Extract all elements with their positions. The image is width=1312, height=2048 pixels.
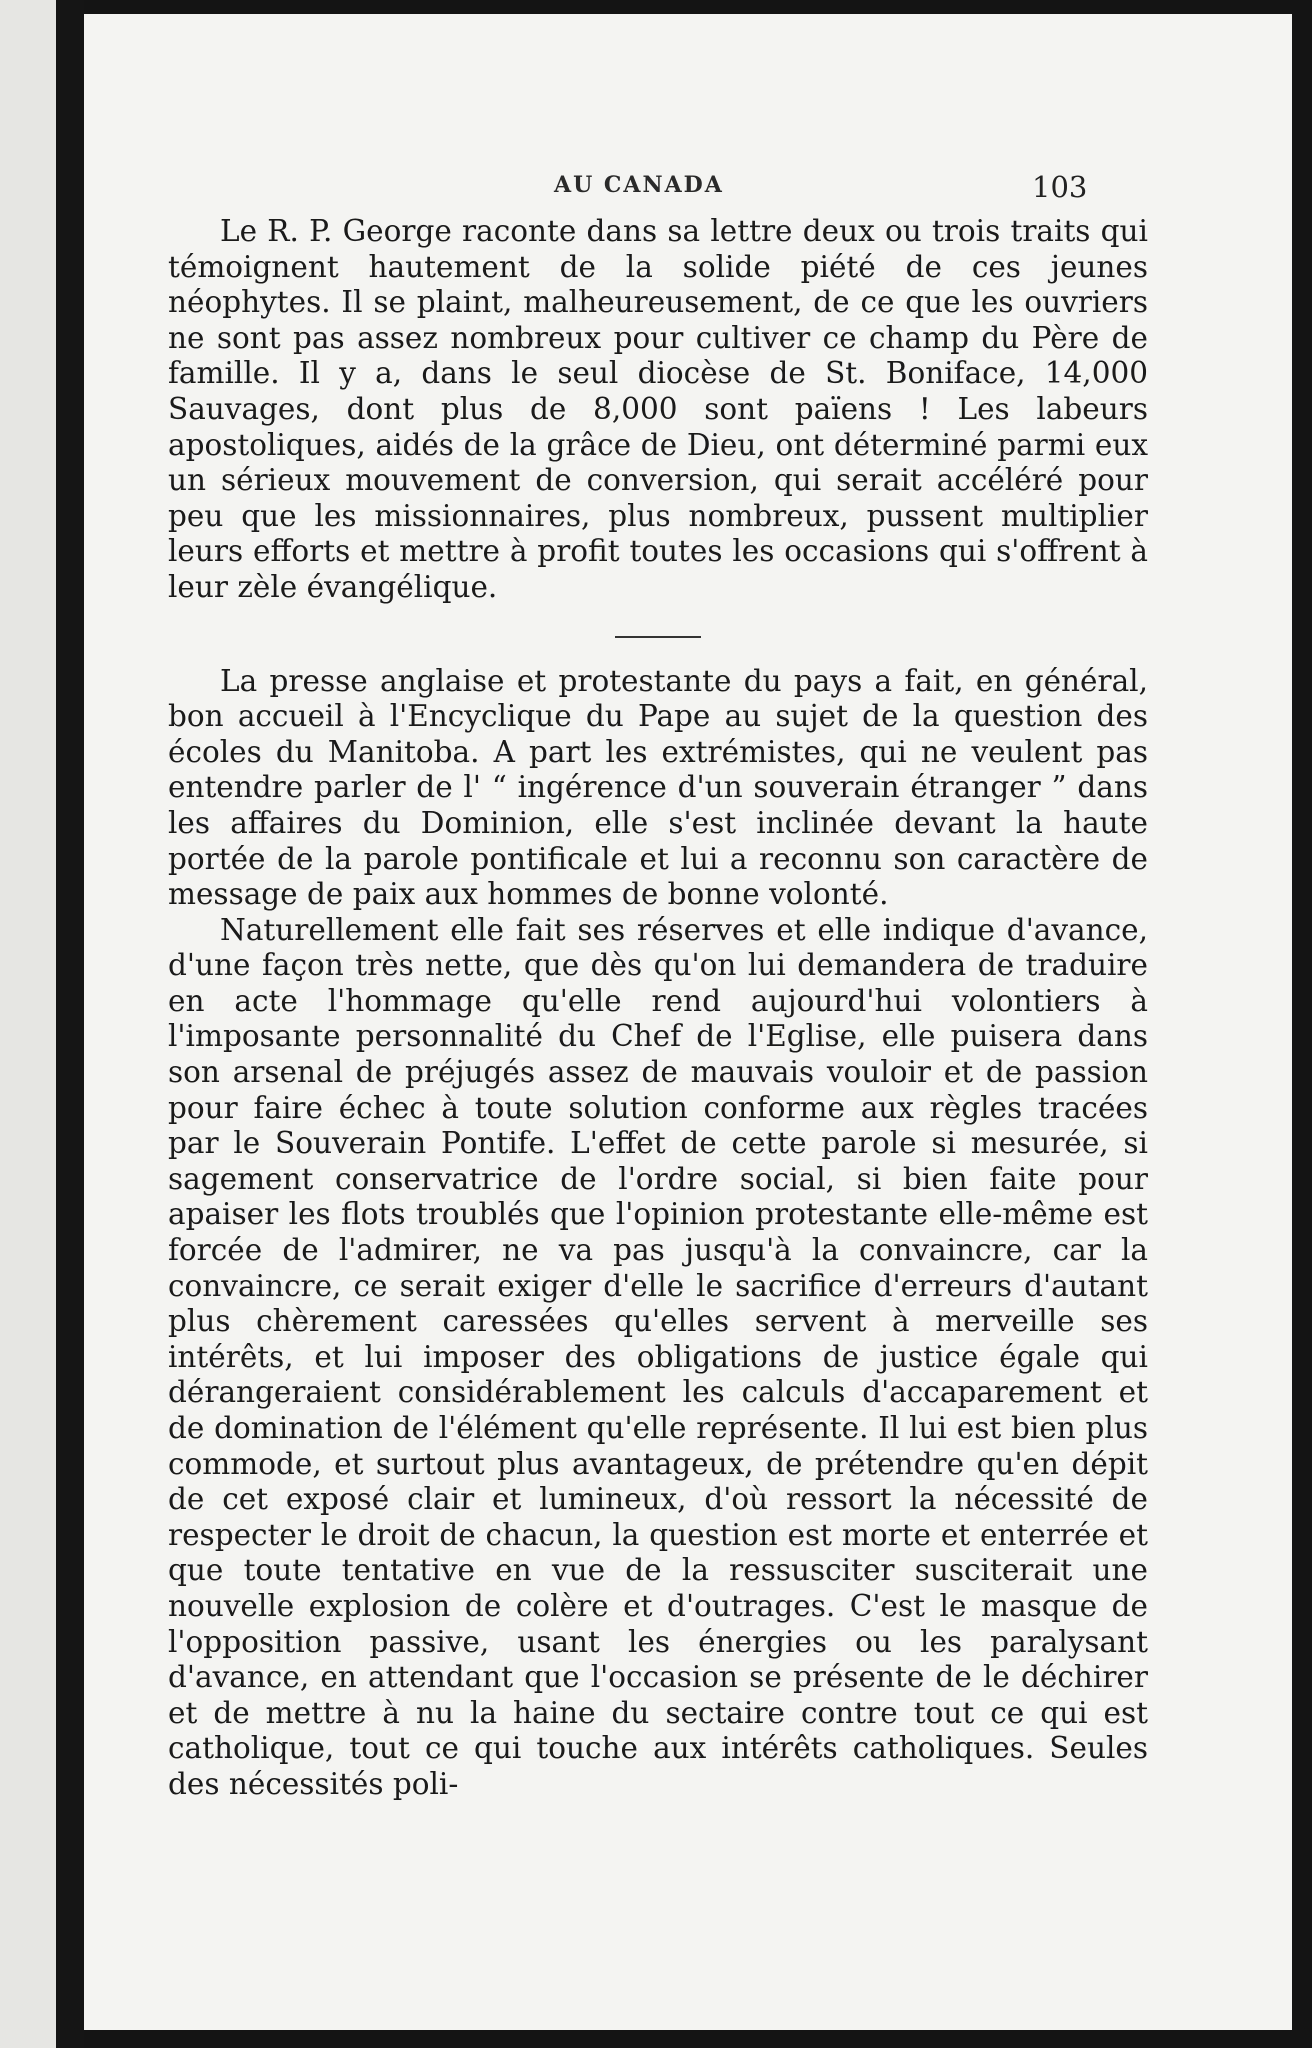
paragraph-press-reception: La presse anglaise et protestante du pays a fait, en général, bon accueil à l'Encyclique du Pape au sujet de la question des écoles du Manitoba. A part les extrémistes, qui ne veulent pas entendre parler de l' “ ingérence d'un souverain étranger ” dans les affaires du Dominion, elle s'est inclinée devant la haute portée de la parole pontificale et lui a reconnu son caractère de message de paix aux hommes de bonne volonté. [168, 663, 1148, 912]
book-spine-shadow [56, 0, 84, 2048]
page-header [84, 164, 1292, 204]
book-page [84, 14, 1292, 2030]
section-divider [615, 636, 701, 638]
paragraph-missions: Le R. P. George raconte dans sa lettre deux ou trois traits qui témoignent hautement de la solide piété de ces jeunes néophytes. Il se plaint, malheureusement, de ce que les ouvriers ne sont pas assez nombreux pour cultiver ce champ du Père de famille. Il y a, dans le seul diocèse de St. Boniface, 14,000 Sauvages, dont plus de 8,000 sont païens ! Les labeurs apostoliques, aidés de la grâce de Dieu, ont déterminé parmi eux un sérieux mouvement de conversion, qui serait accéléré pour peu que les missionnaires, plus nombreux, pussent multiplier leurs efforts et mettre à profit toutes les occasions qui s'offrent à leur zèle évangélique. [168, 214, 1148, 604]
paragraph-reservations: Naturellement elle fait ses réserves et elle indique d'avance, d'une façon très nette, que dès qu'on lui demandera de traduire en acte l'hommage qu'elle rend aujourd'hui volontiers à l'imposante personnalité du Chef de l'Eglise, elle puisera dans son arsenal de préjugés assez de mauvais vouloir et de passion pour faire échec à toute solution conforme aux règles tracées par le Souverain Pontife. L'effet de cette parole si mesurée, si sagement conservatrice de l'ordre social, si bien faite pour apaiser les flots troublés que l'opinion protestante elle-même est forcée de l'admirer, ne va pas jusqu'à la convaincre, car la convaincre, ce serait exiger d'elle le sacrifice d'erreurs d'autant plus chèrement caressées qu'elles servent à merveille ses intérêts, et lui imposer des obligations de justice égale qui dérangeraient considérablement les calculs d'accaparement et de domination de l'élément qu'elle représente. Il lui est bien plus commode, et surtout plus avantageux, de prétendre qu'en dépit de cet exposé clair et lumineux, d'où ressort la nécessité de respecter le droit de chacun, la question est morte et enterrée et que toute tentative en vue de la ressusciter susciterait une nouvelle explosion de colère et d'outrages. C'est le masque de l'opposition passive, usant les énergies ou les paralysant d'avance, en attendant que l'occasion se présente de le déchirer et de mettre à nu la haine du sectaire contre tout ce qui est catholique, tout ce qui touche aux intérêts catholiques. Seules des nécessités poli- [168, 912, 1148, 1801]
page-body [168, 214, 1148, 1803]
running-head: AU CANADA [554, 172, 724, 198]
page-number: 103 [1032, 170, 1088, 204]
left-page-edge [0, 0, 56, 2048]
